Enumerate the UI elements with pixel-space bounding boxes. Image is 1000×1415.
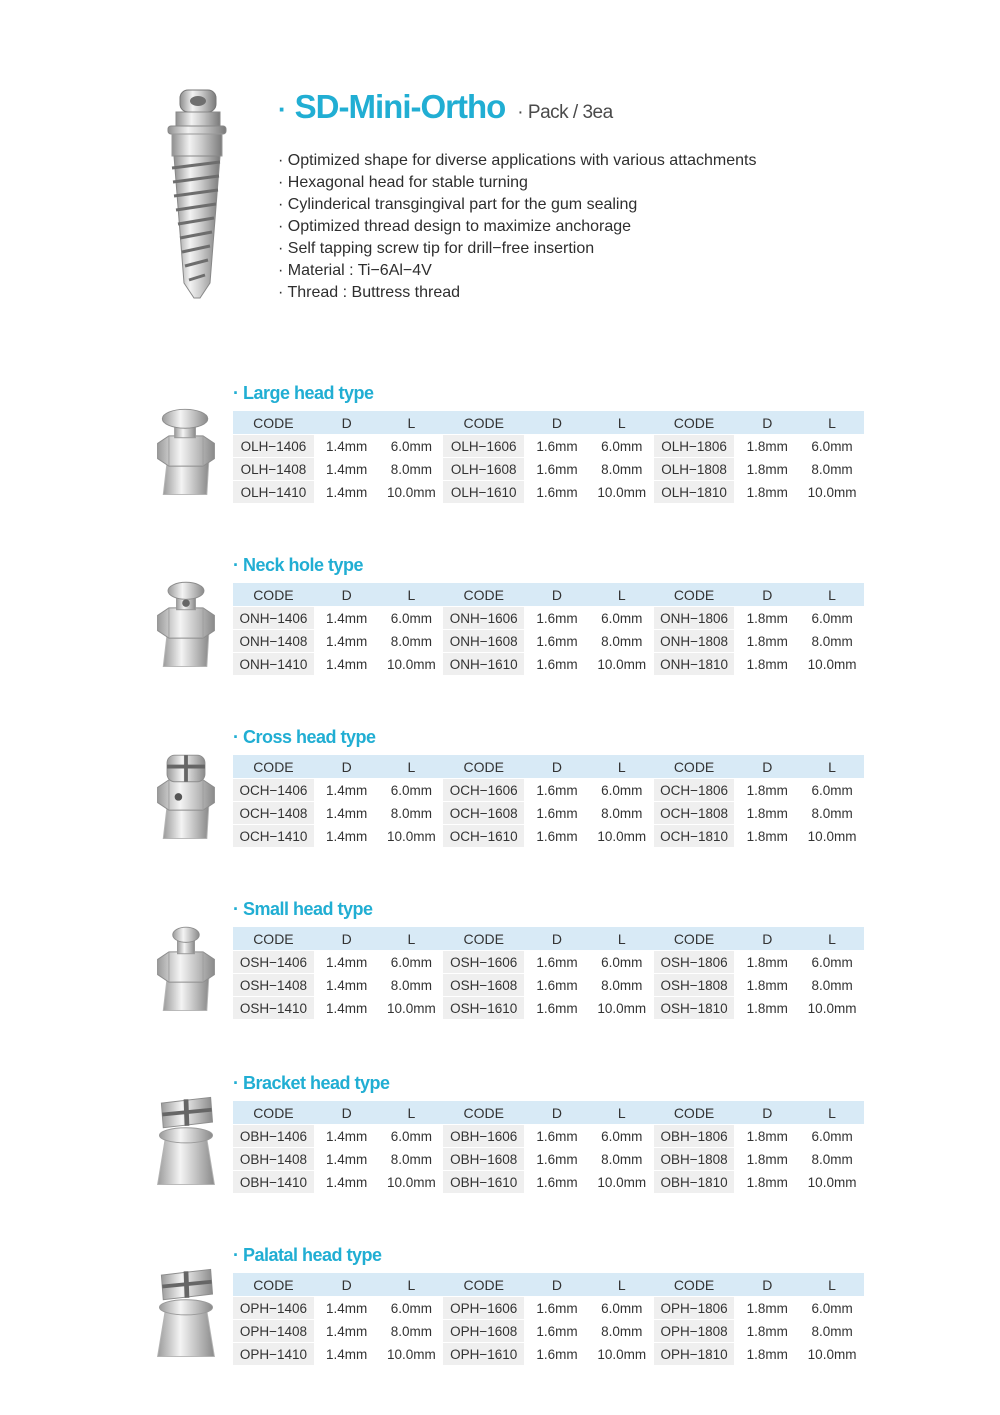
length-cell: 6.0mm — [601, 782, 643, 798]
code-cell: OLH−1610 — [443, 481, 524, 503]
diameter-cell: 1.6mm — [536, 1300, 578, 1316]
table-row — [233, 458, 864, 480]
column-header: CODE — [654, 755, 735, 778]
length-cell: 10.0mm — [387, 828, 436, 844]
table-row — [233, 435, 864, 457]
section-title: · Bracket head type — [233, 1073, 390, 1093]
code-cell: ONH−1810 — [654, 653, 735, 675]
length-cell: 6.0mm — [390, 1128, 433, 1144]
table-row — [233, 1171, 864, 1193]
length-cell: 6.0mm — [601, 1128, 643, 1144]
feature-list — [278, 150, 756, 304]
column-header: D — [314, 1273, 380, 1296]
column-header: CODE — [233, 755, 314, 778]
length-cell: 8.0mm — [601, 633, 643, 649]
feature-item: · Self tapping screw tip for drill−free insertion — [278, 240, 595, 257]
column-header: L — [800, 1101, 864, 1124]
code-cell: OSH−1410 — [233, 997, 314, 1019]
diameter-cell: 1.4mm — [326, 656, 368, 672]
code-cell: ONH−1408 — [233, 630, 314, 652]
diameter-cell: 1.4mm — [326, 484, 368, 500]
diameter-cell: 1.8mm — [746, 828, 788, 844]
code-cell: ONH−1806 — [654, 607, 735, 629]
diameter-cell: 1.6mm — [536, 438, 578, 454]
column-header: CODE — [443, 755, 524, 778]
column-header: CODE — [654, 1101, 735, 1124]
large-head-screw-image — [150, 403, 222, 499]
length-cell: 6.0mm — [811, 610, 853, 626]
length-cell: 8.0mm — [601, 461, 643, 477]
diameter-cell: 1.8mm — [746, 1300, 788, 1316]
diameter-cell: 1.8mm — [746, 1128, 788, 1144]
code-cell: ONH−1406 — [233, 607, 314, 629]
column-header: D — [524, 1101, 590, 1124]
column-header: D — [314, 927, 380, 950]
length-cell: 6.0mm — [390, 610, 433, 626]
code-cell: OCH−1608 — [443, 802, 524, 824]
spec-table — [233, 926, 864, 1020]
length-cell: 10.0mm — [387, 1174, 436, 1190]
length-cell: 8.0mm — [811, 1151, 853, 1167]
spec-table — [233, 1272, 864, 1366]
table-row — [233, 481, 864, 503]
table-row — [233, 974, 864, 996]
spec-table — [233, 410, 864, 504]
code-cell: OPH−1606 — [443, 1297, 524, 1319]
code-cell: OPH−1610 — [443, 1343, 524, 1365]
column-header: CODE — [233, 411, 314, 434]
diameter-cell: 1.6mm — [536, 633, 578, 649]
length-cell: 8.0mm — [390, 805, 433, 821]
code-cell: ONH−1410 — [233, 653, 314, 675]
diameter-cell: 1.6mm — [536, 954, 578, 970]
length-cell: 10.0mm — [597, 1000, 647, 1016]
diameter-cell: 1.8mm — [746, 1346, 788, 1362]
diameter-cell: 1.4mm — [326, 438, 368, 454]
code-cell: OSH−1810 — [654, 997, 735, 1019]
length-cell: 10.0mm — [807, 1346, 857, 1362]
feature-item: · Material : Ti−6Al−4V — [278, 262, 432, 279]
spec-table — [233, 1100, 864, 1194]
table-header-row — [233, 583, 864, 606]
column-header: L — [590, 1273, 654, 1296]
column-header: L — [380, 755, 444, 778]
length-cell: 10.0mm — [807, 656, 857, 672]
table-row — [233, 997, 864, 1019]
code-cell: OPH−1810 — [654, 1343, 735, 1365]
table-row — [233, 802, 864, 824]
column-header: D — [314, 755, 380, 778]
code-cell: ONH−1610 — [443, 653, 524, 675]
column-header: L — [590, 1101, 654, 1124]
table-header-row — [233, 755, 864, 778]
length-cell: 6.0mm — [390, 1300, 433, 1316]
table-row — [233, 1320, 864, 1342]
cross-head-screw-image — [150, 747, 222, 843]
code-cell: OCH−1806 — [654, 779, 735, 801]
code-cell: OPH−1808 — [654, 1320, 735, 1342]
column-header: D — [314, 583, 380, 606]
bracket-head-screw-image — [150, 1093, 222, 1189]
code-cell: OPH−1410 — [233, 1343, 314, 1365]
section-title: · Large head type — [233, 383, 374, 403]
length-cell: 10.0mm — [387, 484, 436, 500]
diameter-cell: 1.8mm — [746, 656, 788, 672]
code-cell: OBH−1608 — [443, 1148, 524, 1170]
section-neck-hole — [0, 555, 1000, 695]
length-cell: 10.0mm — [597, 484, 647, 500]
small-head-screw-image — [150, 919, 222, 1015]
column-header: CODE — [443, 583, 524, 606]
code-cell: OCH−1808 — [654, 802, 735, 824]
table-header-row — [233, 411, 864, 434]
diameter-cell: 1.6mm — [536, 828, 578, 844]
column-header: L — [800, 1273, 864, 1296]
length-cell: 10.0mm — [597, 1174, 647, 1190]
column-header: CODE — [654, 583, 735, 606]
pack-info: · Pack / 3ea — [517, 102, 613, 123]
column-header: CODE — [443, 1101, 524, 1124]
diameter-cell: 1.8mm — [746, 633, 788, 649]
title-bullet: · — [278, 94, 287, 124]
feature-item: · Optimized thread design to maximize anchorage — [278, 218, 632, 235]
diameter-cell: 1.8mm — [746, 461, 788, 477]
length-cell: 8.0mm — [601, 1151, 643, 1167]
column-header: D — [734, 1273, 800, 1296]
length-cell: 10.0mm — [597, 1346, 647, 1362]
diameter-cell: 1.8mm — [746, 977, 788, 993]
code-cell: OCH−1410 — [233, 825, 314, 847]
column-header: D — [734, 411, 800, 434]
code-cell: OCH−1810 — [654, 825, 735, 847]
length-cell: 8.0mm — [811, 461, 853, 477]
column-header: L — [590, 755, 654, 778]
diameter-cell: 1.6mm — [536, 461, 578, 477]
length-cell: 6.0mm — [811, 438, 853, 454]
diameter-cell: 1.6mm — [536, 977, 578, 993]
code-cell: OBH−1410 — [233, 1171, 314, 1193]
column-header: CODE — [443, 927, 524, 950]
code-cell: ONH−1808 — [654, 630, 735, 652]
column-header: CODE — [233, 927, 314, 950]
table-header-row — [233, 927, 864, 950]
diameter-cell: 1.8mm — [746, 438, 788, 454]
diameter-cell: 1.8mm — [746, 484, 788, 500]
diameter-cell: 1.4mm — [326, 1174, 368, 1190]
code-cell: OLH−1808 — [654, 458, 735, 480]
table-row — [233, 1125, 864, 1147]
code-cell: OCH−1408 — [233, 802, 314, 824]
column-header: L — [590, 583, 654, 606]
section-title: · Palatal head type — [233, 1245, 382, 1265]
length-cell: 8.0mm — [390, 1151, 433, 1167]
length-cell: 10.0mm — [387, 1346, 436, 1362]
diameter-cell: 1.4mm — [326, 1128, 368, 1144]
length-cell: 10.0mm — [807, 484, 857, 500]
column-header: L — [380, 583, 444, 606]
diameter-cell: 1.6mm — [536, 610, 578, 626]
column-header: D — [734, 1101, 800, 1124]
diameter-cell: 1.8mm — [746, 1323, 788, 1339]
table-row — [233, 825, 864, 847]
length-cell: 10.0mm — [807, 1000, 857, 1016]
code-cell: ONH−1608 — [443, 630, 524, 652]
column-header: L — [800, 927, 864, 950]
code-cell: OBH−1408 — [233, 1148, 314, 1170]
diameter-cell: 1.6mm — [536, 1128, 578, 1144]
section-large-head — [0, 383, 1000, 523]
length-cell: 6.0mm — [601, 954, 643, 970]
length-cell: 8.0mm — [601, 977, 643, 993]
section-bracket-head — [0, 1073, 1000, 1213]
neck-hole-screw-image — [150, 575, 222, 671]
mini-screw-product-image — [162, 88, 232, 300]
palatal-head-screw-image — [150, 1265, 222, 1361]
code-cell: OCH−1406 — [233, 779, 314, 801]
table-header-row — [233, 1273, 864, 1296]
diameter-cell: 1.4mm — [326, 1151, 368, 1167]
code-cell: OBH−1808 — [654, 1148, 735, 1170]
length-cell: 8.0mm — [811, 1323, 853, 1339]
diameter-cell: 1.8mm — [746, 610, 788, 626]
feature-item: · Cylinderical transgingival part for the gum sealing — [278, 196, 638, 213]
diameter-cell: 1.4mm — [326, 1323, 368, 1339]
diameter-cell: 1.4mm — [326, 461, 368, 477]
diameter-cell: 1.6mm — [536, 782, 578, 798]
column-header: D — [314, 411, 380, 434]
column-header: L — [380, 1101, 444, 1124]
diameter-cell: 1.6mm — [536, 656, 578, 672]
table-row — [233, 951, 864, 973]
diameter-cell: 1.4mm — [326, 1346, 368, 1362]
code-cell: OSH−1610 — [443, 997, 524, 1019]
section-cross-head — [0, 727, 1000, 867]
column-header: L — [380, 927, 444, 950]
diameter-cell: 1.6mm — [536, 484, 578, 500]
length-cell: 8.0mm — [811, 633, 853, 649]
length-cell: 8.0mm — [390, 461, 433, 477]
code-cell: OPH−1408 — [233, 1320, 314, 1342]
column-header: L — [800, 755, 864, 778]
code-cell: OBH−1406 — [233, 1125, 314, 1147]
diameter-cell: 1.6mm — [536, 1000, 578, 1016]
diameter-cell: 1.8mm — [746, 805, 788, 821]
feature-item: · Hexagonal head for stable turning — [278, 174, 528, 191]
code-cell: ONH−1606 — [443, 607, 524, 629]
feature-item: · Thread : Buttress thread — [278, 284, 461, 301]
column-header: D — [524, 927, 590, 950]
code-cell: OLH−1408 — [233, 458, 314, 480]
diameter-cell: 1.4mm — [326, 805, 368, 821]
length-cell: 10.0mm — [597, 656, 647, 672]
column-header: L — [590, 927, 654, 950]
code-cell: OPH−1608 — [443, 1320, 524, 1342]
column-header: L — [800, 411, 864, 434]
column-header: CODE — [233, 583, 314, 606]
section-small-head — [0, 899, 1000, 1039]
length-cell: 6.0mm — [601, 610, 643, 626]
length-cell: 8.0mm — [811, 977, 853, 993]
diameter-cell: 1.4mm — [326, 1000, 368, 1016]
length-cell: 10.0mm — [387, 1000, 436, 1016]
length-cell: 10.0mm — [807, 828, 857, 844]
code-cell: OBH−1806 — [654, 1125, 735, 1147]
spec-table — [233, 754, 864, 848]
code-cell: OSH−1808 — [654, 974, 735, 996]
code-cell: OSH−1406 — [233, 951, 314, 973]
length-cell: 10.0mm — [597, 828, 647, 844]
length-cell: 6.0mm — [811, 954, 853, 970]
length-cell: 6.0mm — [601, 438, 643, 454]
section-title: · Cross head type — [233, 727, 376, 747]
column-header: CODE — [233, 1273, 314, 1296]
diameter-cell: 1.8mm — [746, 1000, 788, 1016]
code-cell: OBH−1606 — [443, 1125, 524, 1147]
column-header: D — [314, 1101, 380, 1124]
code-cell: OCH−1610 — [443, 825, 524, 847]
diameter-cell: 1.8mm — [746, 1151, 788, 1167]
code-cell: OLH−1608 — [443, 458, 524, 480]
table-row — [233, 779, 864, 801]
table-row — [233, 630, 864, 652]
column-header: CODE — [443, 411, 524, 434]
product-title: SD-Mini-Ortho — [294, 88, 506, 125]
length-cell: 8.0mm — [601, 805, 643, 821]
feature-item: · Optimized shape for diverse applications with various attachments — [278, 152, 757, 169]
table-header-row — [233, 1101, 864, 1124]
length-cell: 6.0mm — [390, 782, 433, 798]
code-cell: OCH−1606 — [443, 779, 524, 801]
length-cell: 6.0mm — [811, 1300, 853, 1316]
code-cell: OPH−1406 — [233, 1297, 314, 1319]
diameter-cell: 1.8mm — [746, 954, 788, 970]
column-header: D — [524, 411, 590, 434]
column-header: L — [380, 411, 444, 434]
column-header: L — [590, 411, 654, 434]
table-row — [233, 1148, 864, 1170]
code-cell: OSH−1408 — [233, 974, 314, 996]
diameter-cell: 1.4mm — [326, 828, 368, 844]
diameter-cell: 1.4mm — [326, 954, 368, 970]
code-cell: OSH−1606 — [443, 951, 524, 973]
length-cell: 6.0mm — [811, 1128, 853, 1144]
length-cell: 6.0mm — [390, 954, 433, 970]
column-header: D — [524, 583, 590, 606]
column-header: D — [524, 1273, 590, 1296]
code-cell: OLH−1606 — [443, 435, 524, 457]
diameter-cell: 1.6mm — [536, 1346, 578, 1362]
product-title-line — [278, 88, 613, 128]
length-cell: 8.0mm — [390, 633, 433, 649]
section-title: · Neck hole type — [233, 555, 364, 575]
code-cell: OPH−1806 — [654, 1297, 735, 1319]
code-cell: OLH−1410 — [233, 481, 314, 503]
diameter-cell: 1.4mm — [326, 782, 368, 798]
code-cell: OLH−1806 — [654, 435, 735, 457]
section-title: · Small head type — [233, 899, 373, 919]
column-header: D — [734, 583, 800, 606]
column-header: CODE — [654, 1273, 735, 1296]
diameter-cell: 1.6mm — [536, 1151, 578, 1167]
table-row — [233, 607, 864, 629]
diameter-cell: 1.6mm — [536, 1323, 578, 1339]
diameter-cell: 1.4mm — [326, 610, 368, 626]
length-cell: 6.0mm — [811, 782, 853, 798]
length-cell: 8.0mm — [390, 1323, 433, 1339]
length-cell: 8.0mm — [390, 977, 433, 993]
code-cell: OLH−1810 — [654, 481, 735, 503]
code-cell: OSH−1608 — [443, 974, 524, 996]
column-header: L — [800, 583, 864, 606]
length-cell: 8.0mm — [601, 1323, 643, 1339]
spec-table — [233, 582, 864, 676]
code-cell: OBH−1810 — [654, 1171, 735, 1193]
length-cell: 8.0mm — [811, 805, 853, 821]
column-header: L — [380, 1273, 444, 1296]
code-cell: OLH−1406 — [233, 435, 314, 457]
length-cell: 10.0mm — [387, 656, 436, 672]
code-cell: OBH−1610 — [443, 1171, 524, 1193]
diameter-cell: 1.6mm — [536, 1174, 578, 1190]
diameter-cell: 1.8mm — [746, 1174, 788, 1190]
length-cell: 6.0mm — [390, 438, 433, 454]
table-row — [233, 653, 864, 675]
section-palatal-head — [0, 1245, 1000, 1385]
column-header: CODE — [233, 1101, 314, 1124]
length-cell: 6.0mm — [601, 1300, 643, 1316]
column-header: D — [734, 927, 800, 950]
column-header: CODE — [443, 1273, 524, 1296]
diameter-cell: 1.4mm — [326, 1300, 368, 1316]
column-header: D — [734, 755, 800, 778]
column-header: CODE — [654, 411, 735, 434]
diameter-cell: 1.6mm — [536, 805, 578, 821]
code-cell: OSH−1806 — [654, 951, 735, 973]
column-header: CODE — [654, 927, 735, 950]
length-cell: 10.0mm — [807, 1174, 857, 1190]
diameter-cell: 1.8mm — [746, 782, 788, 798]
diameter-cell: 1.4mm — [326, 977, 368, 993]
table-row — [233, 1297, 864, 1319]
table-row — [233, 1343, 864, 1365]
diameter-cell: 1.4mm — [326, 633, 368, 649]
column-header: D — [524, 755, 590, 778]
